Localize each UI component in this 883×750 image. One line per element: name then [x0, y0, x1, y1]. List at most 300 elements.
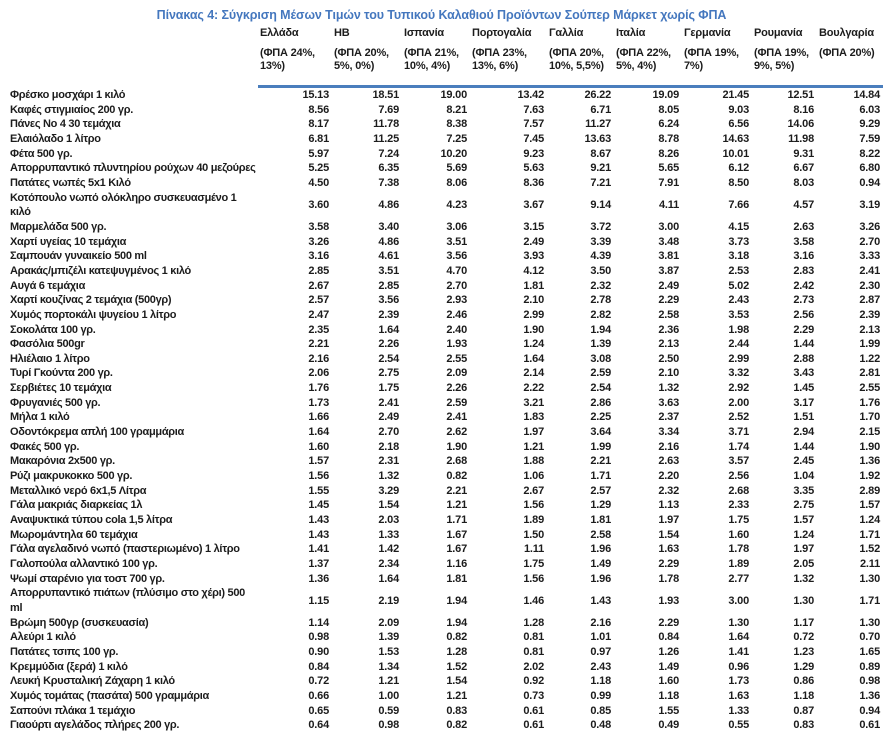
price-cell: 2.55	[859, 382, 880, 395]
price-cell: 0.82	[446, 719, 467, 732]
price-cell: 1.49	[590, 558, 611, 570]
table-row	[0, 308, 883, 323]
price-cell: 1.22	[859, 352, 880, 365]
price-cell: 2.57	[308, 294, 329, 307]
price-cell: 3.63	[658, 396, 679, 409]
table-row	[0, 132, 883, 147]
table-row	[0, 425, 883, 440]
product-name: Γάλα μακριάς διαρκείας 1λ	[10, 499, 143, 512]
product-name: Φακές 500 γρ.	[10, 440, 80, 453]
price-cell: 0.81	[523, 631, 544, 644]
price-cell: 2.22	[523, 382, 544, 395]
price-cell: 1.92	[859, 470, 880, 483]
product-name: Ηλιέλαιο 1 λίτρο	[10, 352, 90, 365]
price-cell: 1.52	[446, 660, 467, 673]
price-cell: 1.41	[728, 645, 749, 658]
price-cell: 1.36	[308, 572, 329, 585]
vat-note: (ΦΠΑ 19%, 7%)	[684, 47, 739, 72]
price-cell: 6.24	[658, 118, 679, 131]
price-cell: 1.32	[378, 470, 399, 483]
price-cell: 2.10	[523, 294, 544, 307]
vat-note: (ΦΠΑ 20%)	[819, 47, 875, 59]
price-cell: 7.25	[446, 132, 467, 145]
price-cell: 1.33	[378, 528, 399, 541]
table-row	[0, 645, 883, 660]
price-cell: 13.63	[584, 132, 611, 145]
price-cell: 9.23	[523, 147, 544, 160]
price-cell: 1.93	[446, 338, 467, 351]
price-cell: 6.81	[308, 132, 329, 145]
price-cell: 2.75	[793, 499, 814, 512]
price-cell: 1.56	[523, 499, 544, 512]
price-cell: 2.41	[859, 264, 880, 277]
price-cell: 1.96	[590, 543, 611, 556]
price-cell: 3.57	[728, 455, 749, 468]
price-cell: 3.81	[658, 250, 679, 263]
price-cell: 1.32	[658, 382, 679, 395]
country-name: Ιταλία	[616, 27, 646, 39]
price-cell: 2.43	[728, 294, 749, 307]
product-name: Μήλα 1 κιλό	[10, 411, 70, 424]
product-name: Μακαρόνια 2x500 γρ.	[10, 455, 115, 468]
price-cell: 6.03	[859, 103, 880, 116]
price-cell: 1.30	[793, 594, 814, 607]
table-row	[0, 689, 883, 704]
price-cell: 2.59	[446, 396, 467, 409]
price-cell: 1.17	[793, 616, 814, 629]
price-cell: 3.71	[728, 426, 749, 439]
price-cell: 2.21	[308, 338, 329, 351]
country-name: Ισπανία	[404, 27, 444, 39]
price-cell: 1.60	[308, 440, 329, 453]
price-cell: 8.26	[658, 147, 679, 160]
price-cell: 1.76	[859, 396, 880, 409]
column-header-3	[402, 25, 470, 87]
price-cell: 1.76	[308, 382, 329, 395]
price-cell: 2.13	[859, 323, 880, 336]
price-cell: 2.45	[793, 455, 814, 468]
price-cell: 1.16	[446, 558, 467, 570]
price-cell: 9.21	[590, 162, 611, 175]
price-cell: 3.67	[523, 198, 544, 211]
price-cell: 2.62	[446, 426, 467, 439]
price-cell: 0.82	[446, 470, 467, 483]
price-cell: 4.70	[446, 264, 467, 277]
price-cell: 2.29	[793, 323, 814, 336]
product-name: Αυγά 6 τεμάχια	[10, 279, 86, 292]
price-cell: 0.66	[308, 689, 329, 702]
price-cell: 2.54	[378, 352, 399, 365]
price-cell: 1.01	[590, 631, 611, 644]
price-cell: 1.28	[523, 616, 544, 629]
price-cell: 1.55	[308, 484, 329, 497]
price-cell: 1.43	[308, 514, 329, 527]
price-cell: 1.67	[446, 543, 467, 556]
price-cell: 3.15	[523, 220, 544, 233]
table-row	[0, 440, 883, 455]
price-cell: 13.42	[517, 89, 544, 101]
price-cell: 1.29	[793, 660, 814, 673]
price-cell: 2.41	[446, 411, 467, 424]
price-cell: 1.29	[590, 499, 611, 512]
price-cell: 2.31	[378, 455, 399, 468]
country-name: Ελλάδα	[260, 27, 299, 39]
price-cell: 3.58	[308, 220, 329, 233]
product-name: Σοκολάτα 100 γρ.	[10, 323, 96, 336]
price-cell: 3.06	[446, 220, 467, 233]
price-cell: 2.44	[728, 338, 749, 351]
price-cell: 1.75	[523, 558, 544, 570]
header-row	[0, 25, 883, 87]
price-cell: 2.13	[658, 338, 679, 351]
price-cell: 7.91	[658, 176, 679, 189]
price-cell: 1.99	[590, 440, 611, 453]
price-cell: 2.85	[378, 279, 399, 292]
price-cell: 2.81	[859, 367, 880, 380]
price-cell: 14.06	[787, 118, 814, 131]
product-name: Σερβιέτες 10 τεμάχια	[10, 382, 112, 395]
price-cell: 1.71	[590, 470, 611, 483]
price-cell: 2.67	[308, 279, 329, 292]
price-cell: 2.20	[658, 470, 679, 483]
price-cell: 1.41	[308, 543, 329, 556]
table-row	[0, 279, 883, 294]
price-cell: 3.16	[793, 250, 814, 263]
price-cell: 2.39	[859, 308, 880, 321]
price-cell: 3.00	[658, 220, 679, 233]
price-cell: 1.83	[523, 411, 544, 424]
price-cell: 2.94	[793, 426, 814, 439]
price-cell: 2.06	[308, 367, 329, 380]
table-row	[0, 674, 883, 689]
country-name: Γαλλία	[549, 27, 584, 39]
price-cell: 2.85	[308, 264, 329, 277]
price-cell: 1.39	[590, 338, 611, 351]
product-name: Πατάτες νωπές 5x1 Κιλό	[10, 176, 131, 189]
column-header-4	[470, 25, 547, 87]
table-row	[0, 572, 883, 587]
price-cell: 0.81	[523, 645, 544, 658]
product-name: Ελαιόλαδο 1 λίτρο	[10, 132, 101, 145]
price-cell: 3.43	[793, 367, 814, 380]
price-cell: 2.89	[859, 484, 880, 497]
price-cell: 0.61	[523, 719, 544, 732]
country-name: Ρουμανία	[754, 27, 803, 39]
price-cell: 11.78	[373, 118, 399, 131]
product-name: Αναψυκτικά τύπου cola 1,5 λίτρα	[10, 514, 173, 527]
vat-note: (ΦΠΑ 24%, 13%)	[260, 47, 315, 72]
price-cell: 0.83	[446, 704, 467, 717]
price-cell: 4.15	[728, 220, 749, 233]
price-cell: 2.50	[658, 352, 679, 365]
product-name: Γαλοπούλα αλλαντικό 100 γρ.	[10, 558, 158, 570]
price-cell: 3.64	[590, 426, 611, 439]
price-cell: 6.80	[859, 162, 880, 175]
price-cell: 1.36	[859, 689, 880, 702]
price-cell: 26.22	[584, 89, 611, 101]
table-row	[0, 161, 883, 176]
product-name: Αλεύρι 1 κιλό	[10, 631, 76, 644]
price-cell: 7.69	[378, 103, 399, 116]
price-cell: 1.64	[378, 323, 399, 336]
product-name: Μεταλλικό νερό 6x1,5 Λίτρα	[10, 484, 147, 497]
table-row	[0, 352, 883, 367]
price-cell: 0.94	[859, 176, 880, 189]
price-cell: 2.63	[793, 220, 814, 233]
table-row	[0, 484, 883, 499]
price-cell: 9.03	[728, 103, 749, 116]
product-name: Πάνες Νο 4 30 τεμάχια	[10, 118, 121, 131]
price-cell: 2.57	[590, 484, 611, 497]
price-cell: 1.54	[446, 675, 467, 688]
product-name: Κρεμμύδια (ξερά) 1 κιλό	[10, 660, 128, 673]
price-cell: 0.61	[523, 704, 544, 717]
price-cell: 1.43	[308, 528, 329, 541]
price-cell: 3.39	[590, 235, 611, 248]
product-name: Πατάτες τσιπς 100 γρ.	[10, 645, 119, 658]
price-cell: 1.24	[523, 338, 544, 351]
table-row	[0, 513, 883, 528]
product-name: Σαπούνι πλάκα 1 τεμάχιο	[10, 704, 136, 717]
product-name: Τυρί Γκούντα 200 γρ.	[10, 367, 113, 380]
country-name: ΗΒ	[334, 27, 350, 39]
price-cell: 1.42	[378, 543, 399, 556]
product-name: Φέτα 500 γρ.	[10, 147, 73, 160]
price-cell: 1.97	[793, 543, 814, 556]
column-header-5	[547, 25, 614, 87]
table-row	[0, 103, 883, 118]
table-row	[0, 249, 883, 264]
price-cell: 8.06	[446, 176, 467, 189]
price-cell: 1.36	[859, 455, 880, 468]
price-cell: 1.24	[859, 514, 880, 527]
price-cell: 1.57	[793, 514, 814, 527]
product-column-header	[0, 25, 258, 87]
price-cell: 7.45	[523, 132, 544, 145]
price-cell: 2.32	[590, 279, 611, 292]
price-cell: 1.98	[728, 323, 749, 336]
price-cell: 0.82	[446, 631, 467, 644]
price-cell: 7.57	[523, 118, 544, 131]
price-cell: 5.25	[308, 162, 329, 175]
price-cell: 2.16	[308, 352, 329, 365]
price-cell: 2.02	[523, 660, 544, 673]
price-cell: 3.19	[859, 198, 880, 211]
price-cell: 7.24	[378, 147, 399, 160]
table-row	[0, 337, 883, 352]
price-cell: 0.59	[378, 704, 399, 717]
price-cell: 3.16	[308, 250, 329, 263]
price-cell: 3.32	[728, 367, 749, 380]
price-cell: 9.14	[590, 198, 611, 211]
price-cell: 2.03	[378, 514, 399, 527]
vat-note: (ΦΠΑ 22%, 5%, 4%)	[616, 47, 671, 72]
price-cell: 5.65	[658, 162, 679, 175]
price-cell: 1.56	[308, 470, 329, 483]
price-cell: 1.49	[658, 660, 679, 673]
price-cell: 1.78	[658, 572, 679, 585]
price-cell: 2.49	[523, 235, 544, 248]
price-cell: 1.55	[658, 704, 679, 717]
price-cell: 0.84	[308, 660, 329, 673]
price-cell: 2.56	[793, 308, 814, 321]
price-cell: 3.33	[859, 250, 880, 263]
price-cell: 7.59	[859, 132, 880, 145]
price-cell: 6.71	[590, 103, 611, 116]
price-cell: 2.36	[658, 323, 679, 336]
price-cell: 2.26	[378, 338, 399, 351]
price-cell: 9.31	[793, 147, 814, 160]
price-cell: 0.49	[658, 719, 679, 732]
table-row	[0, 410, 883, 425]
price-cell: 2.43	[590, 660, 611, 673]
price-cell: 3.48	[658, 235, 679, 248]
table-row	[0, 704, 883, 719]
price-cell: 1.30	[859, 572, 880, 585]
price-cell: 0.98	[308, 631, 329, 644]
price-cell: 1.45	[793, 382, 814, 395]
table-row	[0, 117, 883, 132]
product-name: Ψωμί σταρένιο για τοστ 700 γρ.	[10, 572, 165, 585]
price-cell: 2.29	[658, 294, 679, 307]
price-cell: 7.21	[590, 176, 611, 189]
price-cell: 1.53	[378, 645, 399, 658]
price-cell: 1.18	[793, 689, 814, 702]
price-cell: 2.59	[590, 367, 611, 380]
price-cell: 1.46	[523, 594, 544, 607]
product-name: Βρώμη 500γρ (συσκευασία)	[10, 616, 149, 629]
price-cell: 19.00	[440, 89, 467, 101]
product-name: Μαρμελάδα 500 γρ.	[10, 220, 107, 233]
column-header-2	[332, 25, 402, 87]
price-cell: 1.63	[728, 689, 749, 702]
price-cell: 11.27	[585, 118, 611, 131]
price-cell: 1.21	[523, 440, 544, 453]
table-row	[0, 381, 883, 396]
price-cell: 2.25	[590, 411, 611, 424]
price-cell: 2.86	[590, 396, 611, 409]
price-cell: 7.66	[728, 198, 749, 211]
table-row	[0, 366, 883, 381]
price-cell: 1.54	[658, 528, 679, 541]
table-title: Πίνακας 4: Σύγκριση Μέσων Τιμών του Τυπικού Καλαθιού Προϊόντων Σούπερ Μάρκετ χωρίς ΦΠΑ	[156, 8, 727, 22]
price-cell: 1.81	[590, 514, 611, 527]
price-cell: 2.99	[523, 308, 544, 321]
price-cell: 1.65	[859, 645, 880, 658]
price-cell: 1.24	[793, 528, 814, 541]
product-name: Χυμός τομάτας (πασάτα) 500 γραμμάρια	[10, 689, 209, 702]
price-cell: 8.17	[308, 118, 329, 131]
price-cell: 0.55	[728, 719, 749, 732]
table-row	[0, 718, 883, 733]
price-cell: 2.70	[446, 279, 467, 292]
price-cell: 11.25	[373, 132, 399, 145]
table-row	[0, 660, 883, 675]
price-cell: 1.57	[859, 499, 880, 512]
price-cell: 1.73	[728, 675, 749, 688]
price-cell: 2.67	[523, 484, 544, 497]
product-name: Καφές στιγμιαίος 200 γρ.	[10, 103, 133, 116]
price-cell: 1.64	[308, 426, 329, 439]
price-cell: 2.33	[728, 499, 749, 512]
price-cell: 1.70	[859, 411, 880, 424]
price-cell: 3.87	[658, 264, 679, 277]
price-cell: 1.52	[859, 543, 880, 556]
table-row	[0, 557, 883, 572]
price-cell: 3.35	[793, 484, 814, 497]
product-name: Ρύζι μακρυκοκκο 500 γρ.	[10, 470, 133, 483]
price-cell: 1.60	[658, 675, 679, 688]
price-cell: 1.64	[378, 572, 399, 585]
price-cell: 1.88	[523, 455, 544, 468]
price-cell: 1.15	[308, 594, 329, 607]
price-cell: 1.43	[590, 594, 611, 607]
price-cell: 3.00	[728, 594, 749, 607]
country-name: Πορτογαλία	[472, 27, 532, 39]
price-cell: 2.15	[859, 426, 880, 439]
price-cell: 2.77	[728, 572, 749, 585]
table-row	[0, 147, 883, 162]
price-cell: 1.93	[658, 594, 679, 607]
price-cell: 1.54	[378, 499, 399, 512]
price-cell: 0.84	[658, 631, 679, 644]
table-row	[0, 528, 883, 543]
price-cell: 4.23	[446, 198, 467, 211]
price-cell: 1.60	[728, 528, 749, 541]
price-cell: 2.99	[728, 352, 749, 365]
price-cell: 2.21	[590, 455, 611, 468]
price-cell: 2.39	[378, 308, 399, 321]
price-cell: 1.23	[793, 645, 814, 658]
price-cell: 1.64	[523, 352, 544, 365]
price-cell: 4.86	[378, 235, 399, 248]
price-cell: 4.39	[590, 250, 611, 263]
price-cell: 1.18	[658, 689, 679, 702]
price-cell: 3.53	[728, 308, 749, 321]
product-name: Λευκή Κρυσταλική Ζάχαρη 1 κιλό	[10, 675, 175, 688]
product-name: Μωρομάντηλα 60 τεμάχια	[10, 528, 138, 541]
table-row	[0, 87, 883, 103]
product-name: Οδοντόκρεμα απλή 100 γραμμάρια	[10, 426, 185, 439]
price-cell: 5.97	[308, 147, 329, 160]
price-cell: 0.92	[523, 675, 544, 688]
price-cell: 1.04	[793, 470, 814, 483]
table-row	[0, 542, 883, 557]
price-cell: 1.32	[793, 572, 814, 585]
price-cell: 2.53	[728, 264, 749, 277]
price-cell: 1.94	[590, 323, 611, 336]
price-cell: 5.02	[728, 279, 749, 292]
price-cell: 0.89	[859, 660, 880, 673]
price-cell: 1.64	[728, 631, 749, 644]
price-cell: 0.90	[308, 645, 329, 658]
price-cell: 1.71	[446, 514, 467, 527]
price-cell: 15.13	[302, 89, 329, 101]
price-cell: 2.09	[446, 367, 467, 380]
price-cell: 2.19	[378, 594, 399, 607]
price-cell: 0.72	[793, 631, 814, 644]
price-cell: 11.98	[788, 132, 814, 145]
price-cell: 1.81	[523, 279, 544, 292]
vat-note: (ΦΠΑ 19%, 9%, 5%)	[754, 47, 809, 72]
product-name: Χαρτί κουζίνας 2 τεμάχια (500γρ)	[10, 294, 172, 307]
table-row	[0, 264, 883, 279]
price-cell: 3.21	[523, 396, 544, 409]
price-cell: 3.51	[446, 235, 467, 248]
table-row	[0, 498, 883, 513]
price-cell: 3.26	[308, 235, 329, 248]
price-cell: 3.17	[793, 396, 814, 409]
